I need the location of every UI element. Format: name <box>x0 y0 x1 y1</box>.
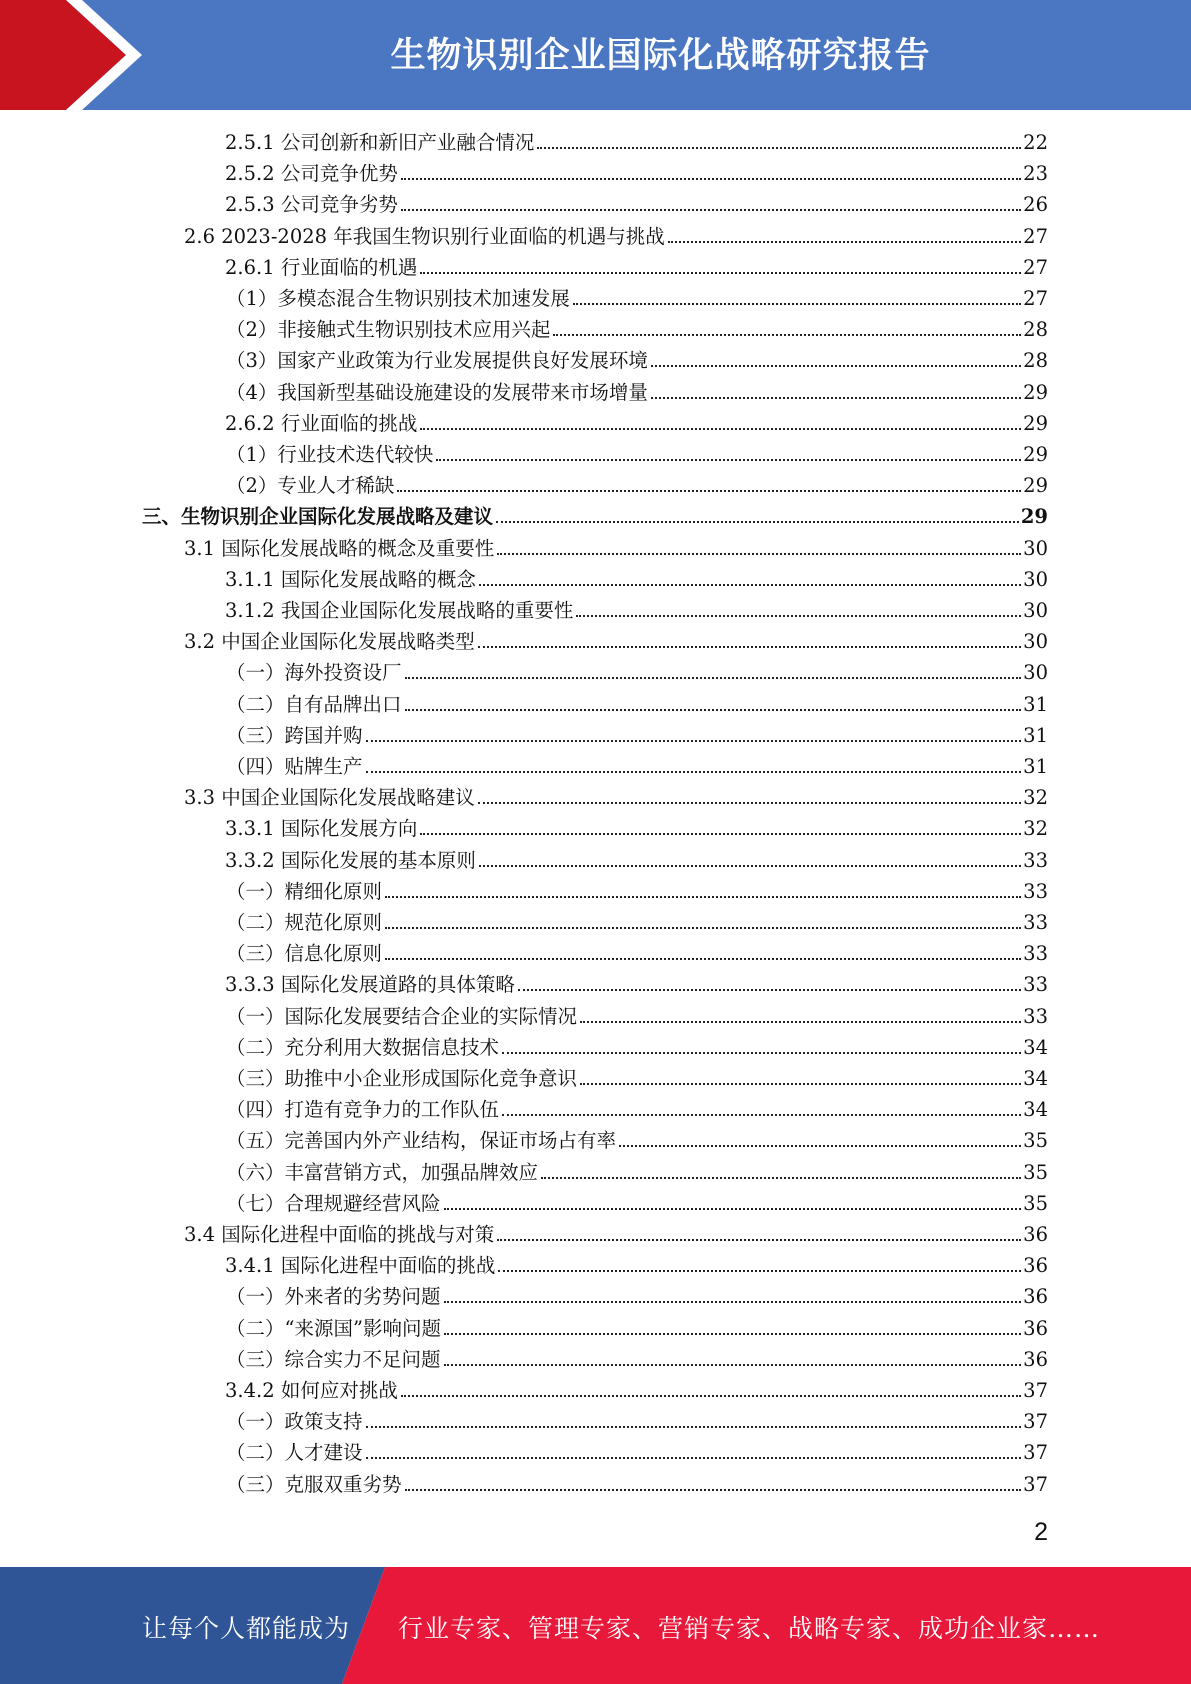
footer-slogan-left: 让每个人都能成为 <box>142 1614 351 1643</box>
toc-entry-label: （三）跨国并购 <box>226 724 363 747</box>
toc-entry-page: 27 <box>1023 287 1048 310</box>
toc-dot-leader <box>553 334 1021 336</box>
toc-entry-label: （五）完善国内外产业结构，保证市场占有率 <box>226 1129 617 1152</box>
toc-entry-label: 3.1.1 国际化发展战略的概念 <box>225 568 476 591</box>
toc-entry-label: （一）国际化发展要结合企业的实际情况 <box>226 1005 578 1028</box>
toc-entry-page: 34 <box>1023 1036 1048 1059</box>
toc-entry-label: （一）海外投资设厂 <box>226 661 402 684</box>
toc-entry-page: 36 <box>1023 1348 1048 1371</box>
toc-dot-leader <box>619 1145 1021 1147</box>
toc-entry[interactable] <box>226 1188 1048 1219</box>
toc-dot-leader <box>497 1239 1021 1241</box>
toc-entry-label: （二）充分利用大数据信息技术 <box>226 1036 500 1059</box>
toc-dot-leader <box>479 584 1021 586</box>
toc-entry-label: （六）丰富营销方式，加强品牌效应 <box>226 1161 539 1184</box>
toc-dot-leader <box>651 397 1021 399</box>
toc-dot-leader <box>537 147 1021 149</box>
toc-entry-label: 2.5.1 公司创新和新旧产业融合情况 <box>225 131 535 154</box>
toc-dot-leader <box>444 1208 1022 1210</box>
toc-entry-label: 3.4.1 国际化进程中面临的挑战 <box>225 1254 496 1277</box>
toc-entry[interactable] <box>226 1063 1048 1094</box>
toc-dot-leader <box>401 178 1021 180</box>
toc-entry-page: 30 <box>1023 568 1048 591</box>
toc-entry-label: （七）合理规避经营风险 <box>226 1192 441 1215</box>
toc-entry-label: （二）自有品牌出口 <box>226 693 402 716</box>
toc-entry-label: （三）克服双重劣势 <box>226 1473 402 1496</box>
toc-dot-leader <box>444 1364 1022 1366</box>
toc-entry-label: （三）信息化原则 <box>226 942 383 965</box>
toc-entry[interactable] <box>226 283 1048 314</box>
toc-entry-page: 31 <box>1023 693 1048 716</box>
toc-entry[interactable] <box>226 377 1048 408</box>
toc-dot-leader <box>397 490 1021 492</box>
toc-entry[interactable] <box>226 689 1048 720</box>
toc-entry[interactable] <box>142 501 1048 532</box>
toc-dot-leader <box>385 896 1021 898</box>
toc-dot-leader <box>502 1052 1021 1054</box>
toc-entry-label: （二）“来源国”影响问题 <box>226 1317 441 1340</box>
toc-dot-leader <box>518 989 1021 991</box>
toc-dot-leader <box>497 553 1021 555</box>
toc-entry[interactable] <box>225 127 1048 158</box>
toc-dot-leader <box>580 1083 1021 1085</box>
page-footer <box>0 1567 1191 1684</box>
toc-entry[interactable] <box>225 158 1048 189</box>
toc-entry-page: 37 <box>1023 1441 1048 1464</box>
toc-entry[interactable] <box>226 1406 1048 1437</box>
toc-dot-leader <box>444 1333 1021 1335</box>
toc-entry-label: 3.1.2 我国企业国际化发展战略的重要性 <box>225 599 574 622</box>
toc-entry-label: 三、生物识别企业国际化发展战略及建议 <box>142 505 494 528</box>
toc-dot-leader <box>385 927 1021 929</box>
toc-entry[interactable] <box>184 533 1048 564</box>
toc-entry-label: （2）非接触式生物识别技术应用兴起 <box>226 318 551 341</box>
toc-entry-page: 36 <box>1023 1254 1048 1277</box>
toc-entry[interactable] <box>226 657 1048 688</box>
toc-entry-page: 31 <box>1023 724 1048 747</box>
toc-entry[interactable] <box>226 470 1048 501</box>
toc-entry[interactable] <box>226 439 1048 470</box>
toc-dot-leader <box>478 802 1021 804</box>
toc-entry-label: 3.4.2 如何应对挑战 <box>225 1379 398 1402</box>
report-title: 生物识别企业国际化战略研究报告 <box>390 36 931 76</box>
toc-dot-leader <box>420 428 1021 430</box>
toc-entry[interactable] <box>226 1437 1048 1468</box>
toc-entry-page: 33 <box>1023 942 1048 965</box>
toc-dot-leader <box>576 615 1021 617</box>
toc-entry-page: 29 <box>1020 505 1048 528</box>
toc-entry-page: 37 <box>1023 1410 1048 1433</box>
toc-entry[interactable] <box>226 1313 1048 1344</box>
toc-dot-leader <box>401 1395 1021 1397</box>
toc-entry-label: （四）打造有竞争力的工作队伍 <box>226 1098 500 1121</box>
toc-entry[interactable] <box>226 345 1048 376</box>
toc-entry[interactable] <box>225 845 1048 876</box>
toc-entry[interactable] <box>226 1469 1048 1500</box>
toc-entry[interactable] <box>225 564 1048 595</box>
toc-entry[interactable] <box>225 969 1048 1000</box>
toc-entry-label: （一）政策支持 <box>226 1410 363 1433</box>
toc-entry-page: 36 <box>1023 1285 1048 1308</box>
toc-entry[interactable] <box>226 1281 1048 1312</box>
toc-entry-page: 30 <box>1023 599 1048 622</box>
toc-entry-label: （1）行业技术迭代较快 <box>226 443 434 466</box>
toc-dot-leader <box>420 272 1021 274</box>
toc-entry-label: 3.4 国际化进程中面临的挑战与对策 <box>184 1223 495 1246</box>
toc-entry-page: 27 <box>1023 256 1048 279</box>
toc-dot-leader <box>502 1114 1021 1116</box>
footer-slogan-right: 行业专家、管理专家、营销专家、战略专家、成功企业家…… <box>398 1614 1101 1643</box>
toc-dot-leader <box>420 833 1021 835</box>
toc-entry-label: （1）多模态混合生物识别技术加速发展 <box>226 287 570 310</box>
toc-dot-leader <box>366 771 1022 773</box>
toc-entry[interactable] <box>184 782 1048 813</box>
toc-dot-leader <box>573 303 1021 305</box>
toc-dot-leader <box>498 1270 1021 1272</box>
toc-entry-label: 2.5.3 公司竞争劣势 <box>225 193 398 216</box>
toc-entry[interactable] <box>184 221 1048 252</box>
toc-entry-label: 2.5.2 公司竞争优势 <box>225 162 398 185</box>
toc-dot-leader <box>478 646 1021 648</box>
toc-entry-page: 33 <box>1023 880 1048 903</box>
toc-entry[interactable] <box>225 408 1048 439</box>
toc-entry-label: 2.6.1 行业面临的机遇 <box>225 256 418 279</box>
toc-entry[interactable] <box>225 813 1048 844</box>
toc-dot-leader <box>651 365 1021 367</box>
toc-entry-page: 35 <box>1023 1129 1048 1152</box>
toc-dot-leader <box>405 1489 1022 1491</box>
toc-entry-label: 3.2 中国企业国际化发展战略类型 <box>184 630 475 653</box>
toc-entry[interactable] <box>226 1157 1048 1188</box>
toc-entry[interactable] <box>225 595 1048 626</box>
toc-entry-page: 28 <box>1023 349 1048 372</box>
toc-dot-leader <box>436 459 1021 461</box>
toc-dot-leader <box>541 1177 1021 1179</box>
toc-entry-label: （一）精细化原则 <box>226 880 383 903</box>
toc-entry[interactable] <box>226 720 1048 751</box>
toc-entry[interactable] <box>226 907 1048 938</box>
toc-dot-leader <box>366 740 1022 742</box>
toc-entry-page: 29 <box>1023 474 1048 497</box>
toc-entry-page: 31 <box>1023 755 1048 778</box>
toc-entry-page: 33 <box>1023 973 1048 996</box>
toc-entry-page: 36 <box>1023 1317 1048 1340</box>
toc-entry-page: 32 <box>1023 786 1048 809</box>
toc-entry[interactable] <box>226 1344 1048 1375</box>
toc-entry-label: 3.1 国际化发展战略的概念及重要性 <box>184 537 495 560</box>
toc-entry[interactable] <box>226 938 1048 969</box>
toc-entry-page: 26 <box>1023 193 1048 216</box>
toc-entry[interactable] <box>184 626 1048 657</box>
toc-entry-label: 2.6.2 行业面临的挑战 <box>225 412 418 435</box>
toc-entry-label: （2）专业人才稀缺 <box>226 474 395 497</box>
toc-dot-leader <box>366 1426 1022 1428</box>
toc-dot-leader <box>405 709 1022 711</box>
toc-entry-label: （四）贴牌生产 <box>226 755 363 778</box>
toc-entry[interactable] <box>225 1375 1048 1406</box>
toc-dot-leader <box>496 521 1019 523</box>
toc-entry-label: （三）综合实力不足问题 <box>226 1348 441 1371</box>
toc-entry-label: （3）国家产业政策为行业发展提供良好发展环境 <box>226 349 648 372</box>
toc-entry-page: 29 <box>1023 381 1048 404</box>
toc-entry[interactable] <box>226 314 1048 345</box>
toc-entry-page: 23 <box>1023 162 1048 185</box>
toc-entry[interactable] <box>226 1032 1048 1063</box>
toc-entry-label: （三）助推中小企业形成国际化竞争意识 <box>226 1067 578 1090</box>
toc-entry-label: （4）我国新型基础设施建设的发展带来市场增量 <box>226 381 648 404</box>
toc-entry[interactable] <box>225 252 1048 283</box>
toc-entry[interactable] <box>226 1125 1048 1156</box>
toc-entry-page: 35 <box>1023 1161 1048 1184</box>
toc-entry-page: 34 <box>1023 1067 1048 1090</box>
toc-dot-leader <box>479 865 1021 867</box>
toc-entry-page: 29 <box>1023 443 1048 466</box>
toc-entry[interactable] <box>184 1219 1048 1250</box>
toc-dot-leader <box>385 958 1021 960</box>
toc-entry[interactable] <box>225 189 1048 220</box>
toc-entry-page: 29 <box>1023 412 1048 435</box>
toc-entry-label: （一）外来者的劣势问题 <box>226 1285 441 1308</box>
toc-entry-page: 37 <box>1023 1379 1048 1402</box>
toc-entry-page: 36 <box>1023 1223 1048 1246</box>
toc-entry-page: 30 <box>1023 537 1048 560</box>
toc-entry[interactable] <box>226 751 1048 782</box>
toc-dot-leader <box>366 1457 1022 1459</box>
toc-entry-label: 3.3.2 国际化发展的基本原则 <box>225 849 476 872</box>
toc-entry-page: 33 <box>1023 911 1048 934</box>
toc-entry-page: 30 <box>1023 661 1048 684</box>
toc-entry-page: 22 <box>1023 131 1048 154</box>
toc-entry[interactable] <box>225 1250 1048 1281</box>
toc-entry[interactable] <box>226 1094 1048 1125</box>
toc-dot-leader <box>668 241 1021 243</box>
toc-entry-page: 30 <box>1023 630 1048 653</box>
toc-entry-page: 37 <box>1023 1473 1048 1496</box>
toc-entry-page: 35 <box>1023 1192 1048 1215</box>
toc-entry-label: （二）规范化原则 <box>226 911 383 934</box>
toc-entry-label: 3.3.1 国际化发展方向 <box>225 817 418 840</box>
toc-dot-leader <box>401 209 1021 211</box>
toc-entry[interactable] <box>226 876 1048 907</box>
toc-entry-page: 34 <box>1023 1098 1048 1121</box>
toc-entry-label: 3.3.3 国际化发展道路的具体策略 <box>225 973 515 996</box>
toc-entry-page: 33 <box>1023 849 1048 872</box>
toc-entry-page: 27 <box>1023 225 1048 248</box>
toc-entry-page: 32 <box>1023 817 1048 840</box>
toc-entry-page: 33 <box>1023 1005 1048 1028</box>
toc-entry[interactable] <box>226 1001 1048 1032</box>
toc-entry-label: 2.6 2023-2028 年我国生物识别行业面临的机遇与挑战 <box>184 225 665 248</box>
toc-entry-page: 28 <box>1023 318 1048 341</box>
toc-dot-leader <box>405 677 1022 679</box>
toc-entry-label: （二）人才建设 <box>226 1441 363 1464</box>
page-number: 2 <box>1034 1518 1048 1546</box>
page-header <box>0 0 1191 110</box>
toc-dot-leader <box>580 1021 1021 1023</box>
toc-dot-leader <box>444 1301 1022 1303</box>
toc-entry-label: 3.3 中国企业国际化发展战略建议 <box>184 786 475 809</box>
